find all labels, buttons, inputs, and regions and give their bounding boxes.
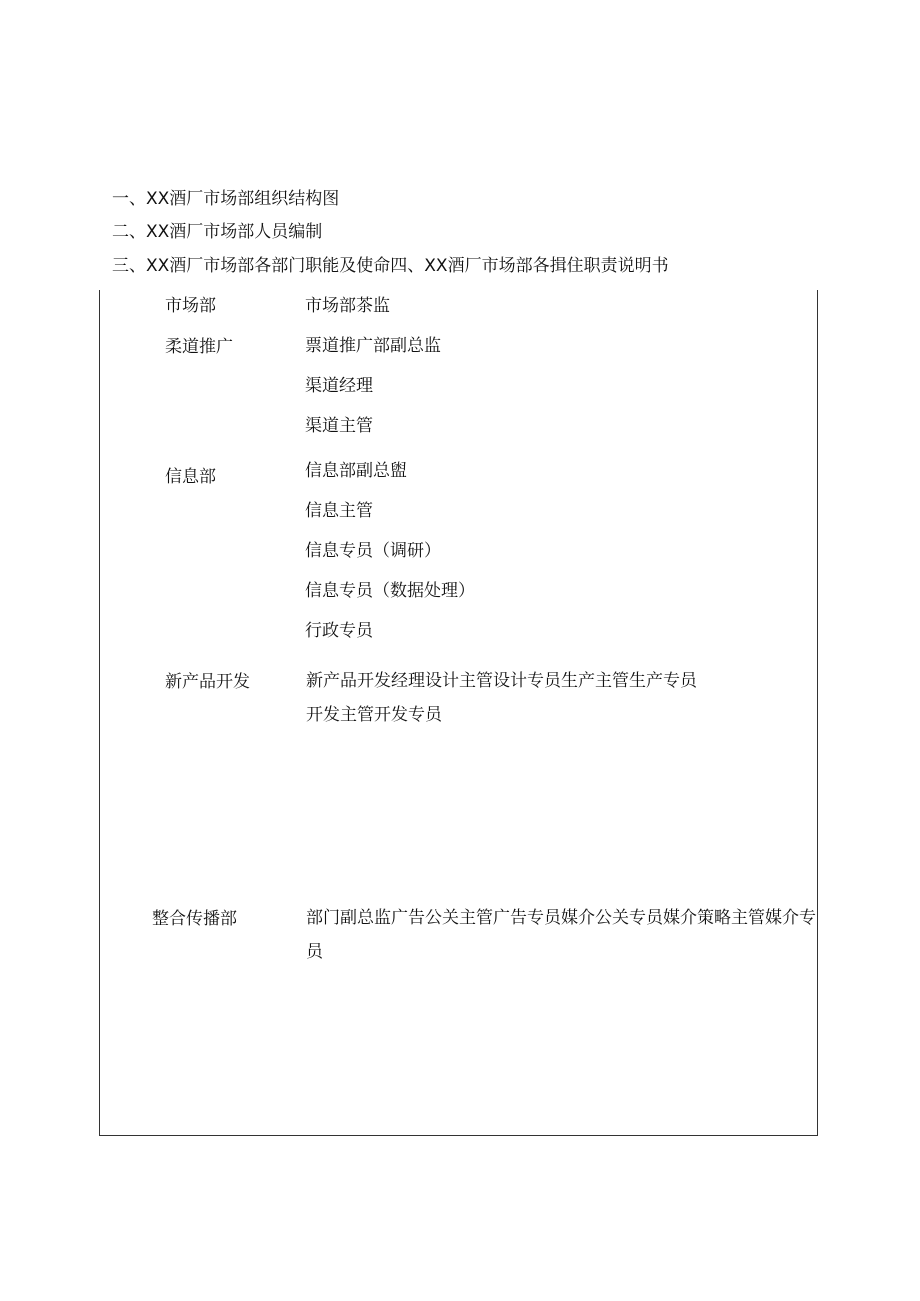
- position-item: 票道推广部副总监: [305, 336, 441, 356]
- heading-1: 一、XX酒厂市场部组织结构图: [112, 189, 340, 209]
- heading-3: 三、XX酒厂市场部各部门职能及使命四、XX酒厂市场部各揖住职责说明书: [112, 256, 669, 276]
- department-name: 柔道推广: [165, 337, 233, 357]
- position-item: 行政专员: [305, 621, 373, 641]
- position-item: 信息专员（数据处理）: [305, 581, 475, 601]
- position-item: 渠道主管: [305, 416, 373, 436]
- position-item: 渠道经理: [305, 376, 373, 396]
- position-item: 市场部茶监: [305, 296, 390, 316]
- position-item: 开发主管开发专员: [306, 705, 442, 725]
- department-name: 市场部: [165, 296, 216, 316]
- position-item: 信息主管: [305, 501, 373, 521]
- position-item: 信息专员（调研）: [305, 541, 441, 561]
- department-name: 信息部: [165, 467, 216, 487]
- department-name: 新产品开发: [165, 672, 250, 692]
- position-item: 部门副总监广告公关主管广告专员媒介公关专员媒介策略主管媒介专员: [306, 908, 816, 962]
- org-table-frame: [99, 290, 818, 1136]
- heading-2: 二、XX酒厂市场部人员编制: [112, 222, 323, 242]
- position-item: 新产品开发经理设计主管设计专员生产主管生产专员: [306, 671, 697, 691]
- position-item: 信息部副总盥: [305, 461, 407, 481]
- department-name: 整合传播部: [152, 909, 237, 929]
